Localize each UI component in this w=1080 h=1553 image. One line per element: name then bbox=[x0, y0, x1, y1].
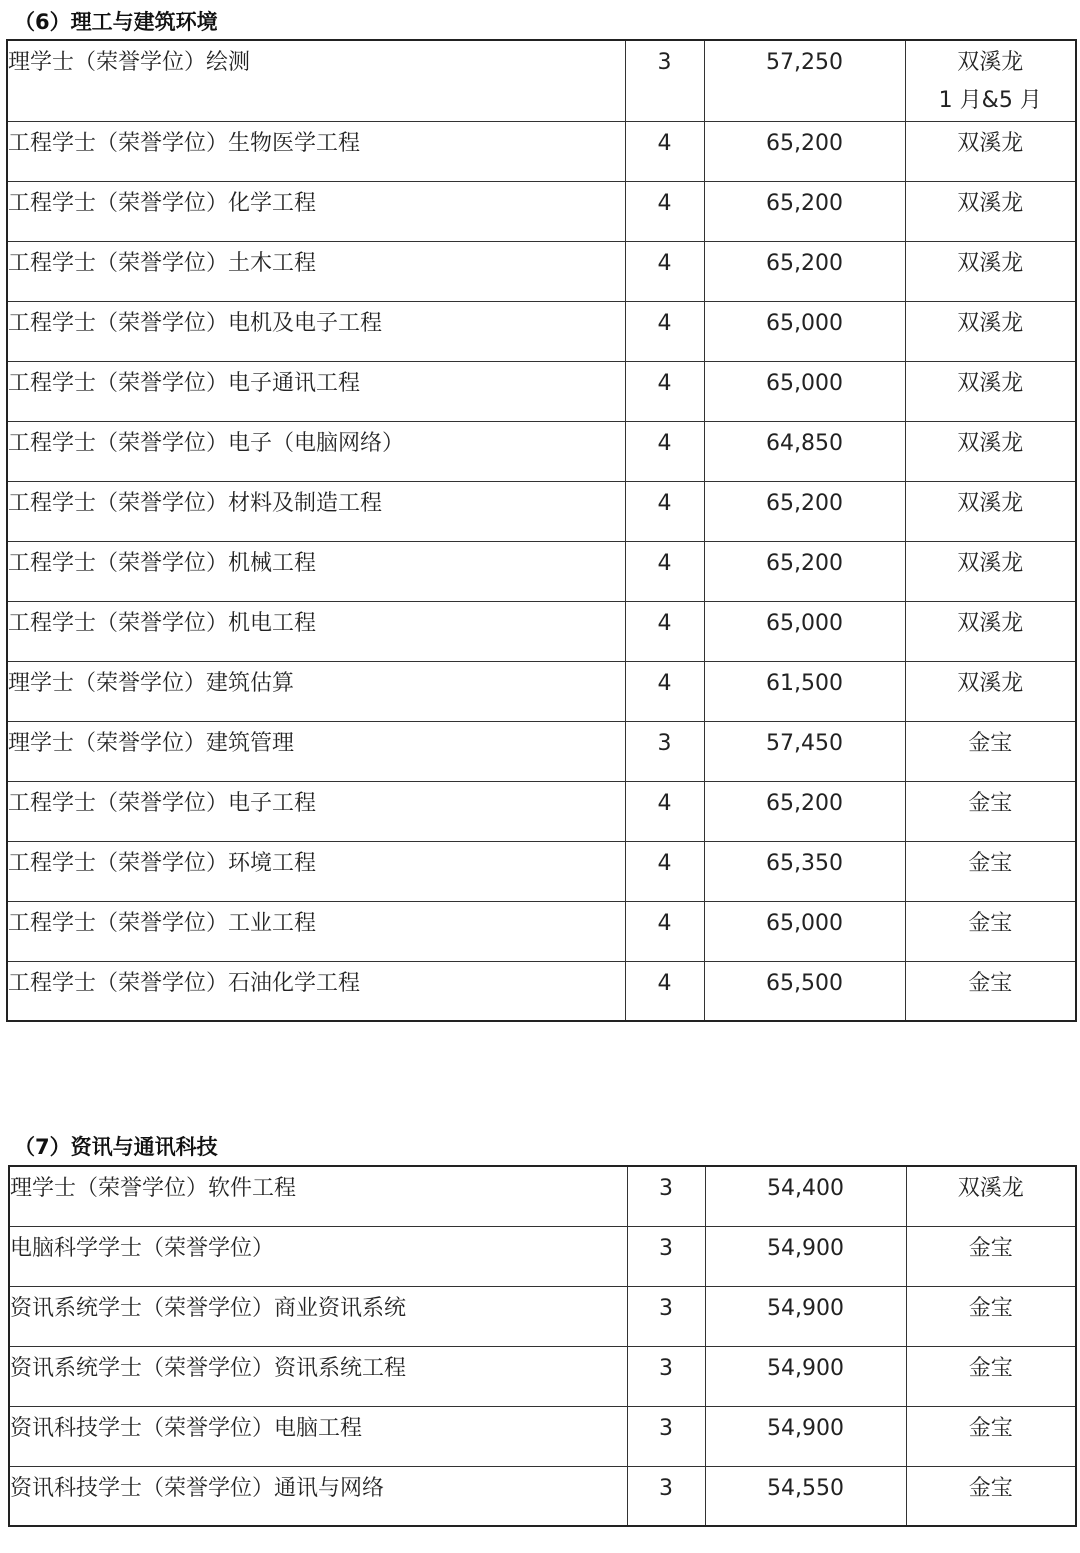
programme-years: 4 bbox=[625, 541, 704, 601]
programme-fee: 54,550 bbox=[705, 1466, 906, 1526]
programme-name: 工程学士（荣誉学位）机械工程 bbox=[7, 541, 625, 601]
programme-campus: 双溪龙 bbox=[957, 190, 1024, 216]
table-row bbox=[7, 781, 1076, 841]
programme-campus-cell bbox=[906, 1346, 1076, 1406]
programme-campus-cell bbox=[905, 40, 1076, 121]
programme-campus: 金宝 bbox=[968, 1475, 1013, 1501]
programme-name: 理学士（荣誉学位）建筑管理 bbox=[7, 721, 625, 781]
programme-fee: 65,200 bbox=[704, 181, 905, 241]
programme-name: 资讯系统学士（荣誉学位）商业资讯系统 bbox=[9, 1286, 627, 1346]
table-row bbox=[7, 841, 1076, 901]
programme-years: 4 bbox=[625, 841, 704, 901]
programme-campus: 双溪龙 bbox=[957, 250, 1024, 276]
table-row bbox=[9, 1166, 1076, 1226]
programme-fee: 57,450 bbox=[704, 721, 905, 781]
table-row bbox=[9, 1286, 1076, 1346]
programme-years: 3 bbox=[625, 721, 704, 781]
programme-fee: 65,000 bbox=[704, 361, 905, 421]
programme-fee: 54,900 bbox=[705, 1406, 906, 1466]
programme-name: 工程学士（荣誉学位）机电工程 bbox=[7, 601, 625, 661]
programme-campus-cell bbox=[905, 421, 1076, 481]
table-row bbox=[9, 1346, 1076, 1406]
programme-campus: 金宝 bbox=[968, 730, 1013, 756]
table-row bbox=[7, 421, 1076, 481]
programme-years: 4 bbox=[625, 481, 704, 541]
programme-name: 工程学士（荣誉学位）电子（电脑网络） bbox=[7, 421, 625, 481]
programme-fee: 54,900 bbox=[705, 1286, 906, 1346]
programme-campus-cell bbox=[905, 541, 1076, 601]
programme-name: 工程学士（荣誉学位）电子通讯工程 bbox=[7, 361, 625, 421]
programme-name: 工程学士（荣誉学位）石油化学工程 bbox=[7, 961, 625, 1021]
programme-campus-cell bbox=[905, 361, 1076, 421]
programme-campus: 双溪龙 bbox=[957, 130, 1024, 156]
programme-fee: 54,900 bbox=[705, 1226, 906, 1286]
programme-name: 理学士（荣誉学位）绘测 bbox=[7, 40, 625, 121]
table-row bbox=[7, 361, 1076, 421]
table-row bbox=[9, 1466, 1076, 1526]
programme-name: 工程学士（荣誉学位）化学工程 bbox=[7, 181, 625, 241]
programme-years: 3 bbox=[627, 1466, 705, 1526]
programme-campus-cell bbox=[906, 1166, 1076, 1226]
programme-name: 工程学士（荣誉学位）工业工程 bbox=[7, 901, 625, 961]
programme-years: 3 bbox=[627, 1406, 705, 1466]
programme-fee: 65,200 bbox=[704, 481, 905, 541]
programme-years: 4 bbox=[625, 961, 704, 1021]
programme-years: 4 bbox=[625, 301, 704, 361]
programme-name: 工程学士（荣誉学位）材料及制造工程 bbox=[7, 481, 625, 541]
programme-name: 理学士（荣誉学位）软件工程 bbox=[9, 1166, 627, 1226]
programme-campus-cell bbox=[905, 661, 1076, 721]
programme-fee: 54,400 bbox=[705, 1166, 906, 1226]
programme-years: 4 bbox=[625, 421, 704, 481]
programme-name: 资讯科技学士（荣誉学位）通讯与网络 bbox=[9, 1466, 627, 1526]
programme-name: 工程学士（荣誉学位）环境工程 bbox=[7, 841, 625, 901]
table-row bbox=[7, 541, 1076, 601]
programme-fee: 65,200 bbox=[704, 121, 905, 181]
programme-years: 4 bbox=[625, 181, 704, 241]
programme-campus-cell bbox=[905, 961, 1076, 1021]
programme-fee: 54,900 bbox=[705, 1346, 906, 1406]
programme-fee: 65,500 bbox=[704, 961, 905, 1021]
programme-fee: 65,200 bbox=[704, 541, 905, 601]
programme-campus-cell bbox=[905, 121, 1076, 181]
programme-years: 4 bbox=[625, 241, 704, 301]
programme-campus: 双溪龙 bbox=[957, 610, 1024, 636]
programme-campus: 金宝 bbox=[968, 1355, 1013, 1381]
programme-fee: 57,250 bbox=[704, 40, 905, 121]
programme-campus: 双溪龙 bbox=[957, 310, 1024, 336]
programme-campus: 金宝 bbox=[968, 970, 1013, 996]
programme-campus: 金宝 bbox=[968, 910, 1013, 936]
programme-name: 资讯科技学士（荣誉学位）电脑工程 bbox=[9, 1406, 627, 1466]
table-row bbox=[7, 481, 1076, 541]
table-row bbox=[7, 40, 1076, 121]
programme-fee: 61,500 bbox=[704, 661, 905, 721]
programme-campus: 金宝 bbox=[968, 1235, 1013, 1261]
programme-campus-cell bbox=[905, 241, 1076, 301]
programme-table-engineering bbox=[6, 39, 1077, 1022]
programme-campus: 双溪龙 bbox=[957, 550, 1024, 576]
table-row bbox=[7, 601, 1076, 661]
programme-campus-cell bbox=[905, 601, 1076, 661]
programme-years: 3 bbox=[627, 1226, 705, 1286]
programme-fee: 65,350 bbox=[704, 841, 905, 901]
section-title-ict: （7）资讯与通讯科技 bbox=[14, 1135, 218, 1159]
programme-name: 工程学士（荣誉学位）电子工程 bbox=[7, 781, 625, 841]
programme-campus-cell bbox=[905, 781, 1076, 841]
programme-campus-cell bbox=[905, 721, 1076, 781]
programme-name: 工程学士（荣誉学位）生物医学工程 bbox=[7, 121, 625, 181]
programme-fee: 65,000 bbox=[704, 301, 905, 361]
table-row bbox=[9, 1226, 1076, 1286]
programme-campus-cell bbox=[905, 181, 1076, 241]
programme-years: 4 bbox=[625, 601, 704, 661]
programme-campus-cell bbox=[905, 901, 1076, 961]
programme-campus: 双溪龙 bbox=[957, 490, 1024, 516]
programme-fee: 65,000 bbox=[704, 601, 905, 661]
programme-campus: 双溪龙 bbox=[957, 670, 1024, 696]
programme-campus-cell bbox=[906, 1466, 1076, 1526]
programme-table-ict bbox=[8, 1165, 1077, 1527]
table-row bbox=[7, 241, 1076, 301]
programme-name: 工程学士（荣誉学位）土木工程 bbox=[7, 241, 625, 301]
programme-campus: 金宝 bbox=[968, 1415, 1013, 1441]
table-row bbox=[7, 721, 1076, 781]
table-row bbox=[7, 661, 1076, 721]
programme-campus: 双溪龙 bbox=[957, 430, 1024, 456]
programme-campus-cell bbox=[906, 1226, 1076, 1286]
table-row bbox=[9, 1406, 1076, 1466]
programme-years: 3 bbox=[625, 40, 704, 121]
programme-fee: 65,200 bbox=[704, 241, 905, 301]
programme-campus: 金宝 bbox=[968, 790, 1013, 816]
programme-years: 3 bbox=[627, 1346, 705, 1406]
programme-name: 资讯系统学士（荣誉学位）资讯系统工程 bbox=[9, 1346, 627, 1406]
programme-fee: 65,200 bbox=[704, 781, 905, 841]
programme-fee: 64,850 bbox=[704, 421, 905, 481]
programme-years: 4 bbox=[625, 121, 704, 181]
programme-campus: 金宝 bbox=[968, 850, 1013, 876]
table-row bbox=[7, 181, 1076, 241]
programme-campus-cell bbox=[906, 1286, 1076, 1346]
programme-campus: 双溪龙 bbox=[957, 50, 1024, 75]
programme-years: 4 bbox=[625, 661, 704, 721]
table-row bbox=[7, 121, 1076, 181]
programme-campus: 金宝 bbox=[968, 1295, 1013, 1321]
programme-campus-cell bbox=[906, 1406, 1076, 1466]
programme-campus-cell bbox=[905, 301, 1076, 361]
programme-campus: 双溪龙 bbox=[957, 1176, 1024, 1201]
programme-name: 电脑科学学士（荣誉学位） bbox=[9, 1226, 627, 1286]
table-row bbox=[7, 301, 1076, 361]
programme-years: 4 bbox=[625, 901, 704, 961]
programme-years: 4 bbox=[625, 781, 704, 841]
programme-fee: 65,000 bbox=[704, 901, 905, 961]
programme-campus-cell bbox=[905, 481, 1076, 541]
programme-years: 3 bbox=[627, 1286, 705, 1346]
programme-intake-note: 1 月&5 月 bbox=[938, 88, 1042, 113]
programme-campus: 双溪龙 bbox=[957, 370, 1024, 396]
section-title-engineering: （6）理工与建筑环境 bbox=[14, 10, 218, 34]
programme-campus-cell bbox=[905, 841, 1076, 901]
table-row bbox=[7, 901, 1076, 961]
programme-years: 3 bbox=[627, 1166, 705, 1226]
table-row bbox=[7, 961, 1076, 1021]
programme-years: 4 bbox=[625, 361, 704, 421]
programme-name: 工程学士（荣誉学位）电机及电子工程 bbox=[7, 301, 625, 361]
programme-name: 理学士（荣誉学位）建筑估算 bbox=[7, 661, 625, 721]
